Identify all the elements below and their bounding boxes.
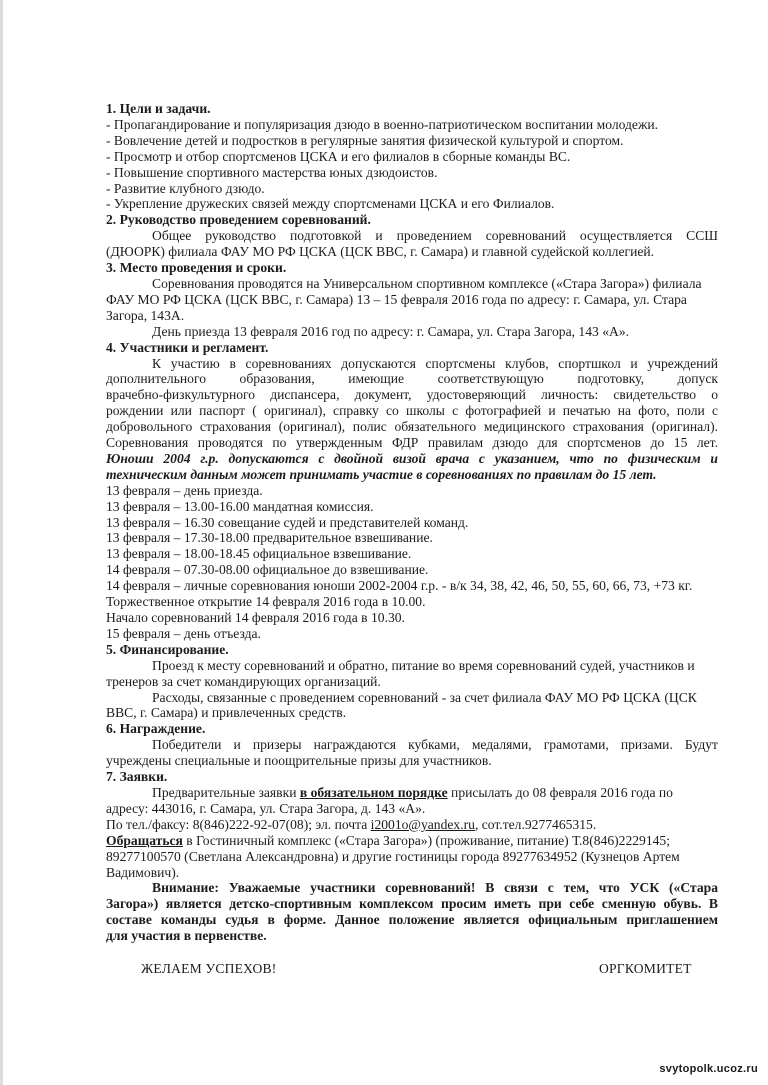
section-5-heading: 5. Финансирование. [106, 641, 229, 657]
section-4-paragraph-line: К участию в соревнованиях допускаются спортсмены клубов, спортшкол и учреждений [152, 355, 718, 371]
schedule-item: 13 февраля – 16.30 совещание судей и представителей команд. [106, 514, 469, 530]
scan-edge [0, 0, 3, 1085]
section-6-paragraph-line: учреждены специальные и поощрительные призы для участников. [106, 753, 492, 769]
email-link[interactable]: i2001o@yandex.ru [370, 816, 475, 832]
contact-line [106, 817, 718, 833]
section-4-paragraph-line: Соревнования проводятся по утвержденным ФДР правилам дзюдо для спортсменов до 15 лет. [106, 435, 718, 451]
section-1-item: - Вовлечение детей и подростков в регулярные занятия физической культурой и спортом. [106, 132, 624, 148]
section-1-item: - Укрепление дружеских связей между спортсменами ЦСКА и его Филиалов. [106, 196, 555, 212]
section-4-paragraph-line: дополнительного образования, имеющие соответствующую подготовку, допуск [106, 371, 718, 387]
section-7-paragraph-line: адресу: 443016, г. Самара, ул. Стара Загора, д. 143 «А». [106, 800, 426, 816]
section-7-text: Предварительные заявки [152, 784, 300, 800]
hotel-text: в Гостиничный комплекс («Стара Загора») (проживание, питание) Т.8(846)2229145; [182, 832, 671, 848]
footer-committee: ОРГКОМИТЕТ [599, 961, 692, 976]
attention-line: Внимание: Уважаемые участники соревнований! В связи с тем, что УСК («Стара [152, 880, 718, 896]
hotel-emphasis: Обращаться [106, 832, 183, 848]
schedule-item: 13 февраля – 13.00-16.00 мандатная комиссия. [106, 498, 374, 514]
attention-line: Загора») является детско-спортивным комплексом просим иметь при себе сменную обувь. В [106, 896, 718, 912]
section-1-item: - Развитие клубного дзюдо. [106, 180, 265, 196]
section-1-heading: 1. Цели и задачи. [106, 101, 211, 116]
section-4-bold-note: Юноши 2004 г.р. допускаются с двойной визой врача с указанием, что по физическим и [106, 450, 718, 466]
section-1-item: - Пропагандирование и популяризация дзюдо в военно-патриотическом воспитании молодежи. [106, 116, 659, 132]
section-5-paragraph-line: Проезд к месту соревнований и обратно, питание во время соревнований судей, участников и [152, 657, 695, 673]
schedule-item: 13 февраля – 17.30-18.00 предварительное взвешивание. [106, 530, 433, 546]
mandatory-emphasis: в обязательном порядке [299, 784, 448, 800]
section-3-paragraph-line: Загора, 143А. [106, 307, 185, 323]
section-5-paragraph-line: тренеров за счет командирующих организаций. [106, 673, 381, 689]
section-2-paragraph-line: Общее руководство подготовкой и проведением соревнований осуществляется ССШ [152, 228, 718, 244]
hotel-line [106, 833, 718, 849]
hotel-line: Вадимович). [106, 864, 180, 880]
watermark: svytopolk.ucoz.ru [659, 1063, 758, 1075]
section-1-item: - Просмотр и отбор спортсменов ЦСКА и его филиалов в сборные команды ВС. [106, 148, 571, 164]
section-4-paragraph-line: добровольного страхования (оригинал), полис обязательного медицинского страхования (оригинал). [106, 419, 718, 435]
section-2-heading: 2. Руководство проведением соревнований. [106, 212, 371, 228]
schedule-item: 14 февраля – личные соревнования юноши 2002-2004 г.р. - в/к 34, 38, 42, 46, 50, 55, 60, 66, 73, +73 кг. [106, 578, 693, 594]
mobile-text: , сот.тел.9277465315. [474, 816, 597, 832]
schedule-item: Начало соревнований 14 февраля 2016 года в 10.30. [106, 610, 405, 625]
section-5-paragraph-line: ВВС, г. Самара) и привлеченных средств. [106, 705, 347, 721]
section-5-paragraph-line: Расходы, связанные с проведением соревнований - за счет филиала ФАУ МО РФ ЦСКА (ЦСК [152, 689, 697, 705]
schedule-item: 14 февраля – 07.30-08.00 официальное до взвешивание. [106, 562, 429, 578]
schedule-item: 13 февраля – 18.00-18.45 официальное взвешивание. [106, 546, 412, 562]
schedule-item: Торжественное открытие 14 февраля 2016 года в 10.00. [106, 594, 426, 610]
section-4-paragraph-line: врачебно-физкультурного диспансера, документ, удостоверяющий личность: свидетельство о [106, 387, 718, 403]
hotel-line: 89277100570 (Светлана Александровна) и другие гостиницы города 89277634952 (Кузнецов Артем [106, 848, 680, 864]
section-4-paragraph-line: рождении или паспорт ( оригинал), справку со школы с фотографией и печатью на фото, поли с [106, 403, 718, 419]
attention-line: для участия в первенстве. [106, 928, 267, 944]
section-6-heading: 6. Награждение. [106, 721, 206, 737]
section-6-paragraph-line: Победители и призеры награждаются кубками, медалями, грамотами, призами. Будут [152, 737, 718, 753]
section-1-item: - Повышение спортивного мастерства юных дзюдоистов. [106, 164, 438, 180]
section-4-heading: 4. Участники и регламент. [106, 339, 269, 355]
section-3-paragraph-line: Соревнования проводятся на Универсальном спортивном комплексе («Стара Загора») филиала [152, 275, 702, 291]
section-3-heading: 3. Место проведения и сроки. [106, 260, 287, 276]
section-3-arrival: День приезда 13 февраля 2016 год по адресу: г. Самара, ул. Стара Загора, 143 «А». [152, 323, 630, 339]
section-7-text: присылать до 08 февраля 2016 года по [447, 784, 673, 800]
section-2-paragraph-line: (ДЮОРК) филиала ФАУ МО РФ ЦСКА (ЦСК ВВС, г. Самара) и главной судейской коллегией. [106, 244, 655, 260]
document-body [106, 101, 718, 944]
section-7-heading: 7. Заявки. [106, 769, 168, 785]
section-3-paragraph-line: ФАУ МО РФ ЦСКА (ЦСК ВВС, г. Самара) 13 – 15 февраля 2016 года по адресу: г. Самара, ул. Стара [106, 291, 687, 307]
footer-wishes: ЖЕЛАЕМ УСПЕХОВ! [141, 961, 277, 976]
section-4-bold-note: техническим данным может принимать участие в соревнованиях по правилам до 15 лет. [106, 466, 657, 482]
schedule-item: 15 февраля – день отъезда. [106, 625, 261, 641]
section-7-paragraph-line [106, 785, 718, 801]
attention-line: составе команды судья в форме. Данное положение является официальным приглашением [106, 912, 718, 928]
schedule-item: 13 февраля – день приезда. [106, 482, 263, 498]
phone-text: По тел./факсу: 8(846)222-92-07(08); эл. почта [106, 816, 371, 832]
